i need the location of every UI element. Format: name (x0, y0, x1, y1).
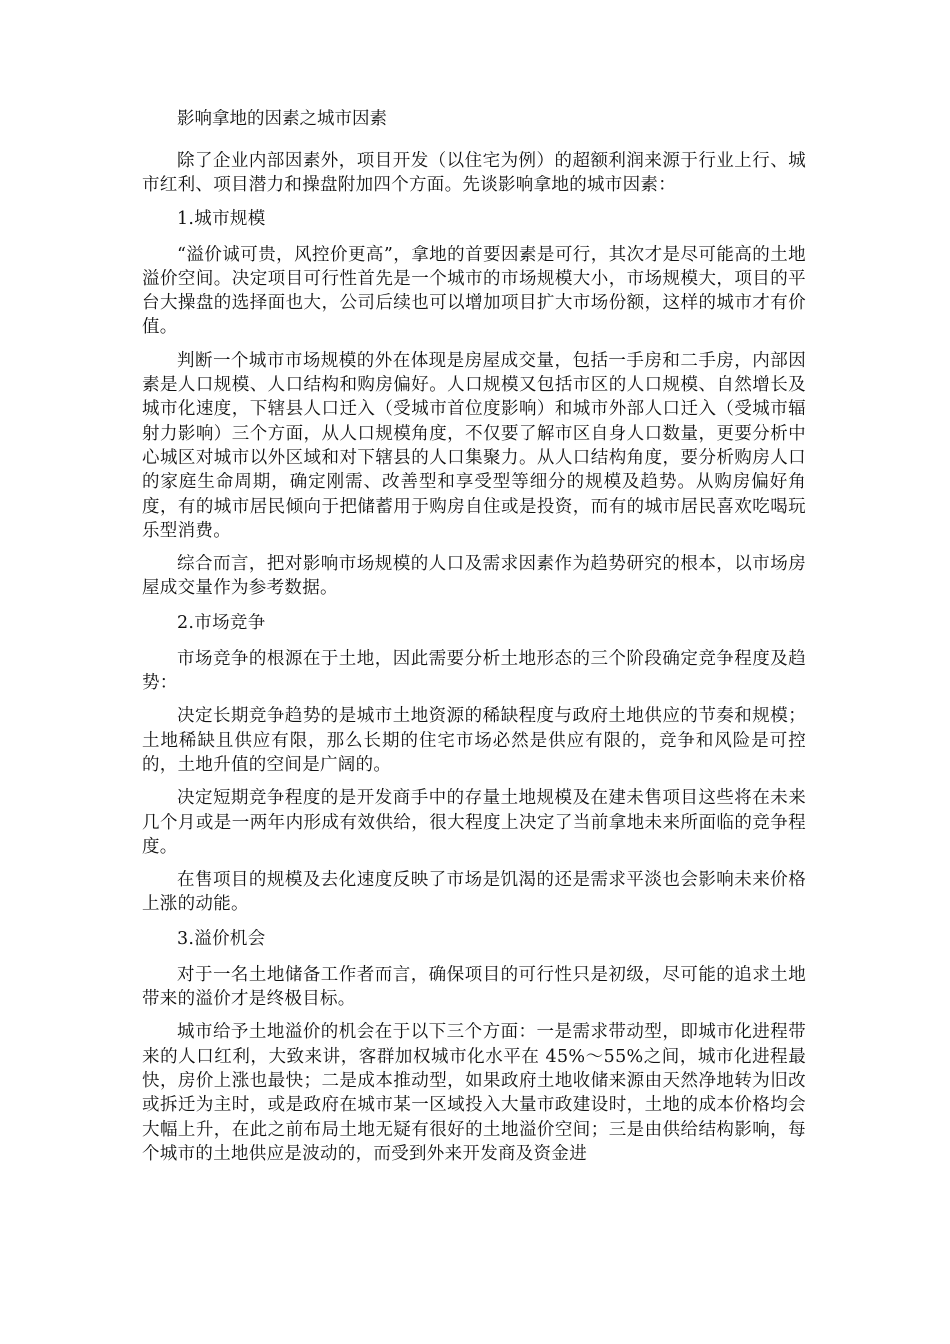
document-page (142, 107, 806, 1175)
paragraph: 市场竞争的根源在于土地，因此需要分析土地形态的三个阶段确定竞争程度及趋势： (142, 648, 806, 694)
intro-paragraph: 除了企业内部因素外，项目开发（以住宅为例）的超额利润来源于行业上行、城市红利、项目潜力和操盘附加四个方面。先谈影响拿地的城市因素： (142, 151, 806, 196)
paragraph: 对于一名土地储备工作者而言，确保项目的可行性只是初级，尽可能的追求土地带来的溢价才是终极目标。 (142, 964, 806, 1010)
paragraph: 城市给予土地溢价的机会在于以下三个方面：一是需求带动型，即城市化进程带来的人口红利，大致来讲，客群加权城市化水平在 45%～55%之间，城市化进程最快，房价上涨也最快；二是成本推动型，如果政府土地收储来源由天然净地转为旧改或拆迁为主时，或是政府在城市某一区域投入大量市政建设时，土地的成本价格均会大幅上升，在此之前布局土地无疑有很好的土地溢价空间；三是由供给结构影响，每个城市的土地供应是波动的，而受到外来开发商及资金进 (142, 1022, 806, 1164)
section-heading-city-scale: 1.城市规模 (177, 208, 266, 229)
paragraph: 在售项目的规模及去化速度反映了市场是饥渴的还是需求平淡也会影响未来价格上涨的动能。 (142, 870, 806, 915)
section-heading-market-competition: 2.市场竞争 (177, 612, 266, 633)
paragraph: “溢价诚可贵，风控价更高”，拿地的首要因素是可行，其次才是尽可能高的土地溢价空间。决定项目可行性首先是一个城市的市场规模大小，市场规模大，项目的平台大操盘的选择面也大，公司后续也可以增加项目扩大市场份额，这样的城市才有价值。 (142, 244, 806, 338)
paragraph: 决定长期竞争趋势的是城市土地资源的稀缺程度与政府土地供应的节奏和规模；土地稀缺且供应有限，那么长期的住宅市场必然是供应有限的，竞争和风险是可控的，土地升值的空间是广阔的。 (142, 706, 806, 775)
paragraph: 综合而言，把对影响市场规模的人口及需求因素作为趋势研究的根本，以市场房屋成交量作为参考数据。 (142, 554, 806, 599)
document-title: 影响拿地的因素之城市因素 (177, 109, 387, 129)
section-heading-premium-opportunity: 3.溢价机会 (177, 928, 266, 949)
paragraph: 判断一个城市市场规模的外在体现是房屋成交量，包括一手房和二手房，内部因素是人口规模、人口结构和购房偏好。人口规模又包括市区的人口规模、自然增长及城市化速度，下辖县人口迁入（受城市首位度影响）和城市外部人口迁入（受城市辐射力影响）三个方面，从人口规模角度，不仅要了解市区自身人口数量，更要分析中心城区对城市以外区域和对下辖县的人口集聚力。从人口结构角度，要分析购房人口的家庭生命周期，确定刚需、改善型和享受型等细分的规模及趋势。从购房偏好角度，有的城市居民倾向于把储蓄用于购房自住或是投资，而有的城市居民喜欢吃喝玩乐型消费。 (142, 350, 806, 541)
paragraph: 决定短期竞争程度的是开发商手中的存量土地规模及在建未售项目这些将在未来几个月或是一两年内形成有效供给，很大程度上决定了当前拿地未来所面临的竞争程度。 (142, 788, 806, 857)
